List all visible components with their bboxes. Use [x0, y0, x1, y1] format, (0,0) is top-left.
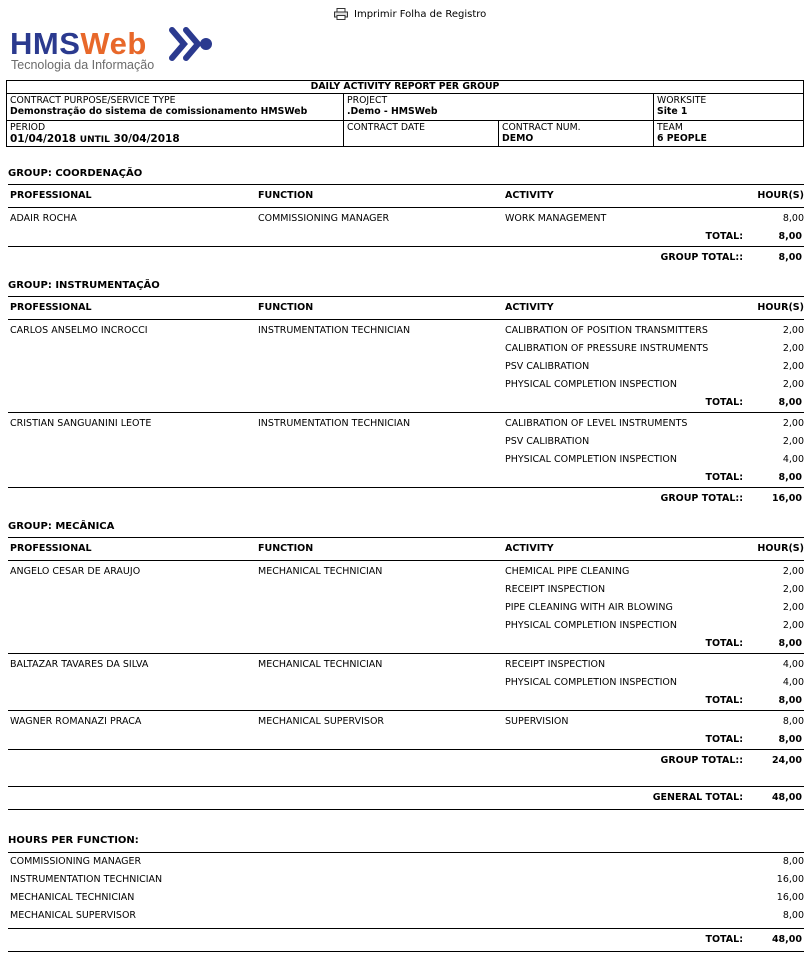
total-value: 48,00: [771, 934, 802, 945]
professional-name: ADAIR ROCHA: [10, 213, 77, 224]
period-from: 01/04/2018: [10, 133, 77, 145]
activity-name: SUPERVISION: [505, 716, 569, 727]
group-total-row: [8, 750, 804, 772]
activity-hours: 2,00: [782, 620, 804, 631]
professional-function: INSTRUMENTATION TECHNICIAN: [258, 418, 411, 429]
contract-num-value: DEMO: [502, 133, 534, 144]
period-to: 30/04/2018: [113, 133, 180, 145]
table-row: [8, 656, 804, 674]
activity-hours: 2,00: [782, 418, 804, 429]
print-link-label: Imprimir Folha de Registro: [354, 8, 487, 20]
person-total-row: [8, 469, 804, 487]
person-block: [8, 208, 804, 247]
empty-cell: [258, 581, 505, 599]
empty-cell: [8, 617, 258, 635]
activity-name: CALIBRATION OF PRESSURE INSTRUMENTS: [505, 343, 709, 354]
person-block: [8, 561, 804, 654]
period-value: [10, 133, 340, 146]
col-hours: HOUR(S): [757, 190, 804, 201]
table-row: [8, 674, 804, 692]
activity-hours: 2,00: [782, 325, 804, 336]
professional-name: CRISTIAN SANGUANINI LEOTE: [10, 418, 152, 429]
period-label: PERIOD: [10, 122, 46, 133]
professional-function: MECHANICAL TECHNICIAN: [258, 566, 383, 577]
professional-function: INSTRUMENTATION TECHNICIAN: [258, 325, 411, 336]
table-header: [8, 184, 804, 208]
professional-name: WAGNER ROMANAZI PRACA: [10, 716, 142, 727]
group-title: GROUP: COORDENAÇÃO: [8, 168, 143, 179]
person-block: [8, 654, 804, 711]
general-total-value: 48,00: [771, 792, 802, 803]
professional-function: MECHANICAL TECHNICIAN: [258, 659, 383, 670]
print-link[interactable]: [334, 8, 486, 20]
activity-name: PHYSICAL COMPLETION INSPECTION: [505, 620, 677, 631]
function-name: MECHANICAL SUPERVISOR: [10, 910, 137, 921]
contract-purpose-label: CONTRACT PURPOSE/SERVICE TYPE: [10, 95, 176, 106]
activity-hours: 8,00: [782, 716, 804, 727]
total-value: 8,00: [778, 397, 802, 408]
activity-name: PHYSICAL COMPLETION INSPECTION: [505, 379, 677, 390]
person-block: [8, 320, 804, 413]
activity-name: PSV CALIBRATION: [505, 361, 590, 372]
col-professional: PROFESSIONAL: [10, 543, 92, 554]
empty-cell: [258, 617, 505, 635]
team-label: TEAM: [657, 122, 683, 133]
person-total-row: [8, 635, 804, 653]
function-name: INSTRUMENTATION TECHNICIAN: [10, 874, 163, 885]
empty-cell: [258, 376, 505, 394]
group-total-value: 8,00: [778, 252, 802, 263]
contract-date-label: CONTRACT DATE: [347, 122, 426, 133]
team-value: 6 PEOPLE: [657, 133, 707, 144]
table-row: [8, 563, 804, 581]
total-value: 8,00: [778, 472, 802, 483]
table-row: [8, 340, 804, 358]
function-hours: 8,00: [782, 910, 804, 921]
person-total-row: [8, 731, 804, 749]
logo-subtitle: Tecnologia da Informação: [11, 58, 155, 72]
person-total-row: [8, 228, 804, 246]
group-total-row: [8, 488, 804, 510]
table-row: [8, 451, 804, 469]
activity-hours: 2,00: [782, 436, 804, 447]
empty-cell: [258, 340, 505, 358]
general-total-label: GENERAL TOTAL:: [652, 792, 743, 803]
list-item: [8, 853, 804, 871]
table-header: [8, 296, 804, 320]
table-row: [8, 713, 804, 731]
printer-icon: [334, 8, 348, 20]
function-name: MECHANICAL TECHNICIAN: [10, 892, 135, 903]
person-total-row: [8, 394, 804, 412]
professional-function: MECHANICAL SUPERVISOR: [258, 716, 385, 727]
professional-name: CARLOS ANSELMO INCROCCI: [10, 325, 148, 336]
activity-name: PHYSICAL COMPLETION INSPECTION: [505, 454, 677, 465]
col-activity: ACTIVITY: [505, 190, 554, 201]
activity-name: CALIBRATION OF POSITION TRANSMITTERS: [505, 325, 708, 336]
group-title: GROUP: MECÂNICA: [8, 521, 115, 532]
col-hours: HOUR(S): [757, 302, 804, 313]
person-total-row: [8, 692, 804, 710]
group-total-label: GROUP TOTAL::: [660, 755, 743, 766]
activity-hours: 2,00: [782, 566, 804, 577]
person-block: [8, 711, 804, 750]
empty-cell: [8, 674, 258, 692]
table-row: [8, 433, 804, 451]
col-professional: PROFESSIONAL: [10, 190, 92, 201]
total-value: 8,00: [778, 231, 802, 242]
list-item: [8, 871, 804, 889]
col-hours: HOUR(S): [757, 543, 804, 554]
col-function: FUNCTION: [258, 302, 314, 313]
activity-hours: 2,00: [782, 602, 804, 613]
empty-cell: [8, 340, 258, 358]
activity-hours: 2,00: [782, 343, 804, 354]
professional-function: COMMISSIONING MANAGER: [258, 213, 390, 224]
contract-num-label: CONTRACT NUM.: [502, 122, 581, 133]
total-value: 8,00: [778, 734, 802, 745]
activity-hours: 2,00: [782, 361, 804, 372]
report-title: DAILY ACTIVITY REPORT PER GROUP: [7, 81, 803, 94]
activity-name: PSV CALIBRATION: [505, 436, 590, 447]
activity-hours: 4,00: [782, 454, 804, 465]
logo-web: Web: [80, 26, 147, 61]
company-logo: [10, 24, 220, 76]
activity-name: RECEIPT INSPECTION: [505, 584, 606, 595]
empty-cell: [8, 599, 258, 617]
table-row: [8, 599, 804, 617]
total-label: TOTAL:: [705, 734, 743, 745]
project-value: .Demo - HMSWeb: [347, 106, 438, 117]
professional-name: ANGELO CESAR DE ARAUJO: [10, 566, 141, 577]
table-row: [8, 376, 804, 394]
activity-hours: 4,00: [782, 677, 804, 688]
worksite-value: Site 1: [657, 106, 688, 117]
empty-cell: [8, 433, 258, 451]
activity-name: PIPE CLEANING WITH AIR BLOWING: [505, 602, 673, 613]
person-block: [8, 413, 804, 488]
col-function: FUNCTION: [258, 543, 314, 554]
empty-cell: [258, 674, 505, 692]
empty-cell: [258, 451, 505, 469]
list-item: [8, 889, 804, 907]
activity-hours: 2,00: [782, 379, 804, 390]
total-value: 8,00: [778, 695, 802, 706]
project-label: PROJECT: [347, 95, 388, 106]
table-row: [8, 322, 804, 340]
group-total-label: GROUP TOTAL::: [660, 493, 743, 504]
general-total-row: [8, 786, 804, 810]
col-activity: ACTIVITY: [505, 543, 554, 554]
group-total-label: GROUP TOTAL::: [660, 252, 743, 263]
empty-cell: [258, 433, 505, 451]
group-title: GROUP: INSTRUMENTAÇÃO: [8, 280, 160, 291]
hours-per-function-title: HOURS PER FUNCTION:: [8, 834, 804, 853]
empty-cell: [258, 358, 505, 376]
activity-hours: 2,00: [782, 584, 804, 595]
worksite-label: WORKSITE: [657, 95, 707, 106]
activity-name: CALIBRATION OF LEVEL INSTRUMENTS: [505, 418, 688, 429]
empty-cell: [8, 358, 258, 376]
report-body: [8, 160, 804, 952]
period-until: UNTIL: [79, 135, 110, 145]
function-name: COMMISSIONING MANAGER: [10, 856, 142, 867]
report-header: [6, 80, 804, 147]
activity-name: PHYSICAL COMPLETION INSPECTION: [505, 677, 677, 688]
total-label: TOTAL:: [705, 397, 743, 408]
total-label: TOTAL:: [705, 472, 743, 483]
total-label: TOTAL:: [705, 231, 743, 242]
activity-hours: 4,00: [782, 659, 804, 670]
table-row: [8, 210, 804, 228]
total-value: 8,00: [778, 638, 802, 649]
empty-cell: [8, 581, 258, 599]
hours-per-function-total-row: [8, 928, 804, 952]
total-label: TOTAL:: [705, 934, 743, 945]
empty-cell: [258, 599, 505, 617]
function-hours: 8,00: [782, 856, 804, 867]
total-label: TOTAL:: [705, 695, 743, 706]
contract-purpose-value: Demonstração do sistema de comissionamento HMSWeb: [10, 106, 308, 117]
table-row: [8, 415, 804, 433]
table-header: [8, 537, 804, 561]
col-activity: ACTIVITY: [505, 302, 554, 313]
total-label: TOTAL:: [705, 638, 743, 649]
empty-cell: [8, 376, 258, 394]
function-hours: 16,00: [776, 892, 804, 903]
activity-hours: 8,00: [782, 213, 804, 224]
group-total-row: [8, 247, 804, 269]
activity-name: CHEMICAL PIPE CLEANING: [505, 566, 630, 577]
empty-cell: [8, 451, 258, 469]
group-total-value: 24,00: [771, 755, 802, 766]
logo-hms: HMS: [10, 26, 81, 61]
professional-name: BALTAZAR TAVARES DA SILVA: [10, 659, 149, 670]
group-total-value: 16,00: [771, 493, 802, 504]
table-row: [8, 581, 804, 599]
logo-chevrons-icon: [168, 26, 214, 62]
col-professional: PROFESSIONAL: [10, 302, 92, 313]
activity-name: RECEIPT INSPECTION: [505, 659, 606, 670]
activity-name: WORK MANAGEMENT: [505, 213, 607, 224]
col-function: FUNCTION: [258, 190, 314, 201]
table-row: [8, 358, 804, 376]
list-item: [8, 907, 804, 925]
function-hours: 16,00: [776, 874, 804, 885]
table-row: [8, 617, 804, 635]
